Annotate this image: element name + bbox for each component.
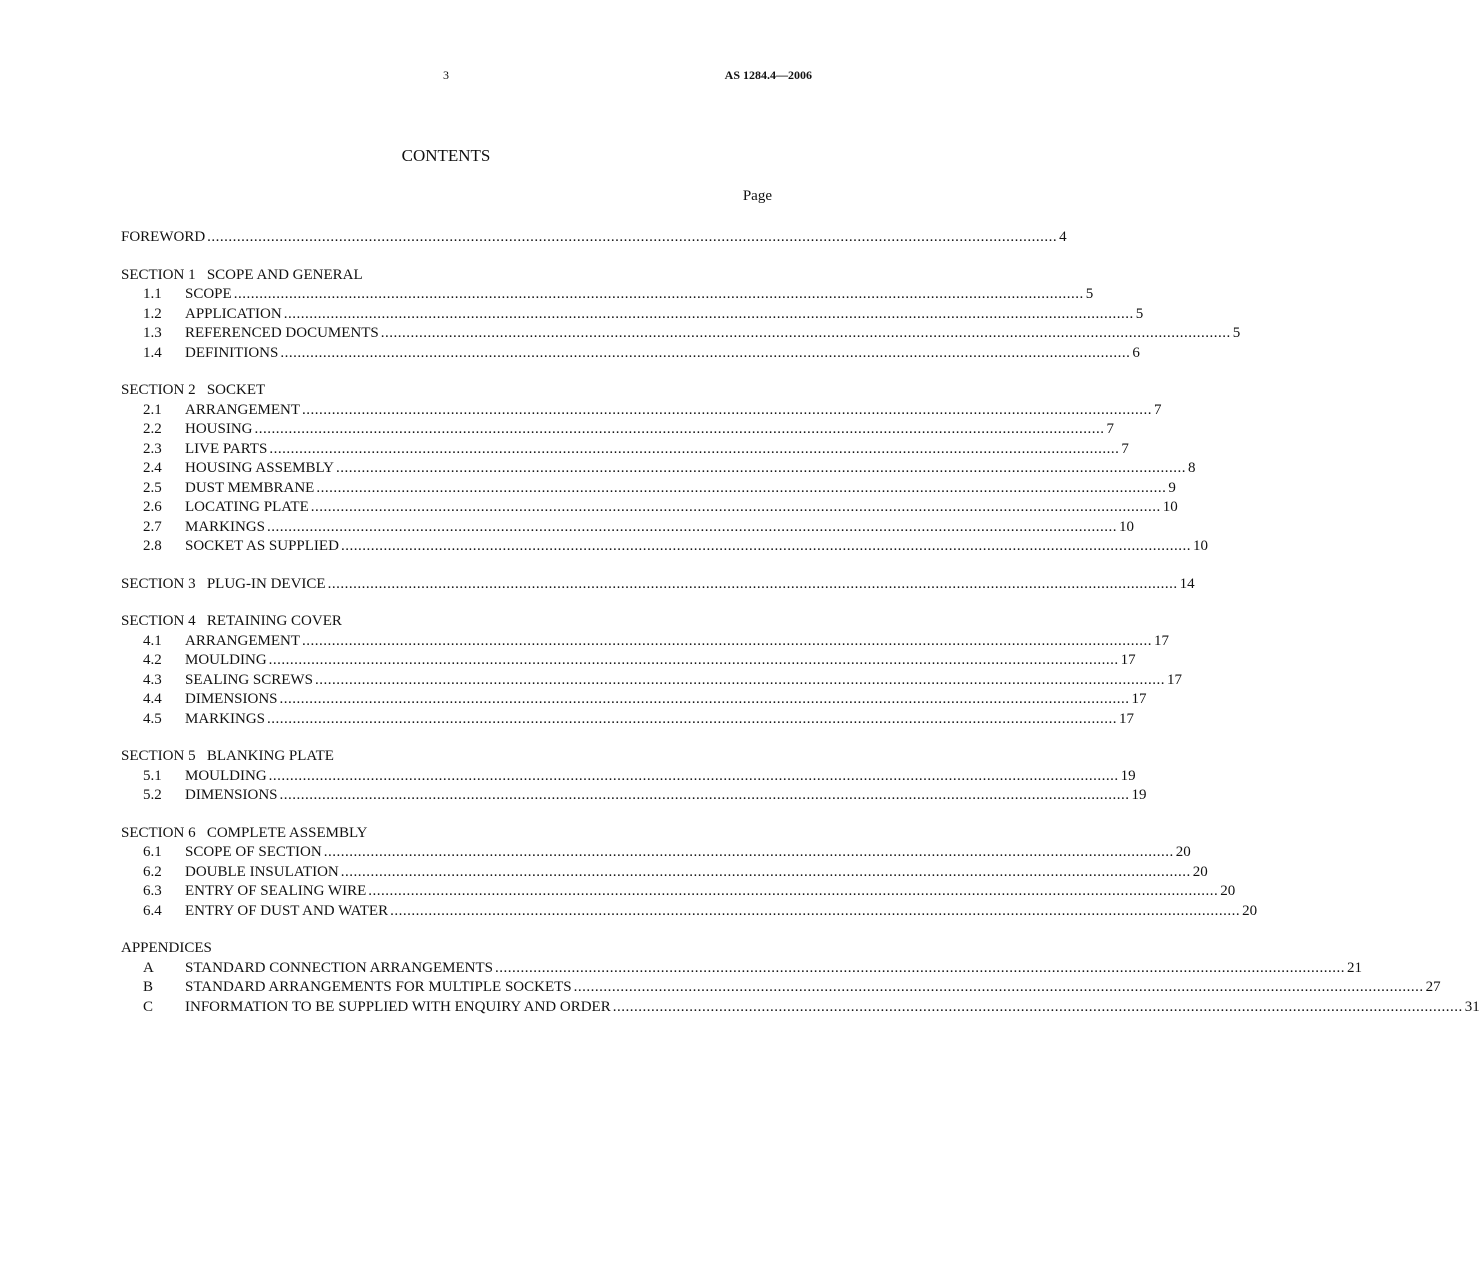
leader-dots: ........................................................................................................................................................................................................ [494, 959, 1345, 976]
leader-dots: ........................................................................................................................................................................................................ [283, 305, 1134, 322]
toc-entry-number: 1.4 [143, 344, 162, 361]
toc-entry[interactable] [121, 843, 1191, 863]
toc-entry[interactable] [121, 978, 1441, 998]
toc-entry-number: 6.2 [143, 863, 162, 880]
toc-entry-section-3[interactable] [121, 575, 1195, 595]
leader-dots: ........................................................................................................................................................................................................ [254, 421, 1105, 437]
toc-entry-number: 4.4 [143, 691, 162, 707]
toc-entry-number: 2.4 [143, 460, 162, 476]
toc-entry-label: SEALING SCREWS [185, 671, 313, 688]
table-of-contents [121, 228, 1480, 1035]
toc-section-1 [121, 266, 1241, 364]
toc-entry-label: SOCKET AS SUPPLIED [185, 538, 339, 554]
leader-dots: ........................................................................................................................................................................................................ [390, 902, 1241, 919]
toc-section-2 [121, 381, 1208, 557]
toc-entry-number: C [143, 998, 154, 1015]
leader-dots: ........................................................................................................................................................................................................ [268, 767, 1119, 784]
toc-entry-number: 6.1 [143, 844, 162, 860]
toc-entry-label: MARKINGS [185, 710, 266, 727]
toc-entry[interactable] [121, 401, 1162, 421]
toc-entry-page: 27 [1425, 979, 1441, 995]
leader-dots: ........................................................................................................................................................................................................ [335, 460, 1186, 476]
toc-entry-label: MOULDING [185, 652, 267, 668]
leader-dots: ........................................................................................................................................................................................................ [340, 538, 1191, 554]
toc-entry-page: 5 [1232, 325, 1241, 341]
toc-entry-page: 9 [1168, 479, 1176, 496]
toc-entry[interactable] [121, 882, 1236, 902]
toc-entry-page: 19 [1120, 767, 1136, 784]
toc-entry[interactable] [121, 902, 1258, 922]
leader-dots: ........................................................................................................................................................................................................ [267, 710, 1118, 727]
leader-dots: ........................................................................................................................................................................................................ [323, 844, 1174, 860]
toc-entry-label: SECTION 3 PLUG-IN DEVICE [121, 575, 326, 592]
toc-entry-page: 21 [1346, 959, 1362, 976]
toc-entry-label: DIMENSIONS [185, 787, 278, 803]
leader-dots: ........................................................................................................................................................................................................ [340, 863, 1191, 880]
toc-entry-number: 1.1 [143, 286, 162, 302]
toc-entry[interactable] [121, 324, 1241, 344]
toc-entry-number: 2.7 [143, 518, 162, 535]
toc-entry-label: SCOPE [185, 286, 232, 302]
toc-entry[interactable] [121, 498, 1178, 518]
toc-entry-label: DOUBLE INSULATION [185, 863, 339, 880]
toc-entry[interactable] [121, 285, 1094, 305]
toc-entry-page: 4 [1059, 229, 1067, 245]
toc-entry-page: 20 [1242, 902, 1258, 919]
toc-entry-number: 1.3 [143, 325, 162, 341]
toc-entry-number: 2.3 [143, 440, 162, 457]
toc-entry-page: 31 [1464, 998, 1480, 1015]
toc-section-heading: SECTION 6 COMPLETE ASSEMBLY [121, 824, 368, 841]
toc-entry-label: DIMENSIONS [185, 691, 278, 707]
toc-entry-label: MARKINGS [185, 518, 266, 535]
leader-dots: ........................................................................................................................................................................................................ [314, 671, 1165, 688]
toc-entry[interactable] [121, 863, 1208, 883]
toc-entry-page: 17 [1154, 632, 1169, 649]
toc-entry[interactable] [121, 959, 1362, 979]
leader-dots: ........................................................................................................................................................................................................ [380, 325, 1231, 341]
toc-entry-label: APPLICATION [185, 305, 282, 322]
toc-entry-number: 6.4 [143, 902, 162, 919]
toc-entry-number: 2.6 [143, 499, 162, 515]
toc-entry[interactable] [121, 651, 1136, 671]
page-number: 3 [443, 68, 449, 82]
leader-dots: ........................................................................................................................................................................................................ [267, 518, 1118, 535]
toc-entry-label: MOULDING [185, 767, 267, 784]
toc-entry-page: 19 [1131, 787, 1147, 803]
toc-section-6 [121, 824, 1258, 922]
toc-entry-page: 10 [1119, 518, 1135, 535]
toc-entry-page: 20 [1175, 844, 1191, 860]
leader-dots: ........................................................................................................................................................................................................ [269, 440, 1120, 457]
page-column-label: Page [742, 188, 772, 204]
leader-dots: ........................................................................................................................................................................................................ [268, 652, 1119, 668]
leader-dots: ........................................................................................................................................................................................................ [279, 787, 1130, 803]
leader-dots: ........................................................................................................................................................................................................ [368, 883, 1219, 899]
toc-entry-number: 4.1 [143, 632, 162, 649]
toc-entry-number: 2.5 [143, 479, 162, 496]
toc-section-heading: SECTION 4 RETAINING COVER [121, 613, 342, 629]
toc-entry[interactable] [121, 710, 1135, 730]
toc-entry-label: HOUSING ASSEMBLY [185, 460, 334, 476]
toc-entry-number: 5.1 [143, 767, 162, 784]
toc-entry-label: DEFINITIONS [185, 344, 279, 361]
leader-dots: ........................................................................................................................................................................................................ [310, 499, 1161, 515]
toc-entry[interactable] [121, 420, 1114, 440]
leader-dots: ........................................................................................................................................................................................................ [207, 229, 1058, 245]
toc-entry-label: LOCATING PLATE [185, 499, 309, 515]
toc-entry-page: 20 [1192, 863, 1208, 880]
leader-dots: ........................................................................................................................................................................................................ [279, 691, 1130, 707]
toc-section-heading: APPENDICES [121, 940, 212, 956]
toc-entry-page: 7 [1121, 440, 1129, 457]
toc-section-heading: SECTION 5 BLANKING PLATE [121, 748, 334, 764]
toc-entry-number: 2.2 [143, 421, 162, 437]
toc-entry[interactable] [121, 767, 1136, 787]
leader-dots: ........................................................................................................................................................................................................ [327, 575, 1178, 592]
toc-entry-page: 17 [1119, 710, 1135, 727]
toc-entry-page: 5 [1135, 305, 1144, 322]
toc-entry[interactable] [121, 671, 1182, 691]
standard-code: AS 1284.4—2006 [724, 68, 812, 82]
toc-entry-number: 2.8 [143, 538, 162, 554]
toc-entry[interactable] [121, 998, 1480, 1018]
toc-entry-foreword[interactable] [121, 228, 1067, 248]
toc-entry-number: 4.5 [143, 710, 162, 727]
toc-entry-page: 7 [1154, 401, 1162, 418]
toc-section-3 [121, 575, 1195, 595]
toc-entry-page: 10 [1192, 538, 1208, 554]
toc-entry[interactable] [121, 479, 1176, 499]
toc-entry-page: 14 [1179, 575, 1195, 592]
toc-entry-page: 17 [1166, 671, 1182, 688]
toc-entry-label: HOUSING [185, 421, 253, 437]
leader-dots: ........................................................................................................................................................................................................ [302, 632, 1152, 649]
toc-entry-label: INFORMATION TO BE SUPPLIED WITH ENQUIRY AND ORDER [185, 998, 611, 1015]
leader-dots: ........................................................................................................................................................................................................ [302, 401, 1152, 418]
leader-dots: ........................................................................................................................................................................................................ [233, 286, 1084, 302]
toc-entry-label: FOREWORD [121, 229, 206, 245]
toc-entry-number: 1.2 [143, 305, 162, 322]
toc-entry-number: B [143, 979, 154, 995]
toc-entry-page: 5 [1085, 286, 1094, 302]
toc-entry-number: 6.3 [143, 883, 162, 899]
toc-entry-label: LIVE PARTS [185, 440, 268, 457]
toc-entry-page: 17 [1131, 691, 1147, 707]
toc-entry-label: DUST MEMBRANE [185, 479, 315, 496]
toc-section-heading: SECTION 2 SOCKET [121, 382, 266, 398]
toc-entry-label: SCOPE OF SECTION [185, 844, 322, 860]
toc-entry-number: 4.3 [143, 671, 162, 688]
toc-entry[interactable] [121, 459, 1196, 479]
toc-appendices [121, 939, 1480, 1017]
toc-section-5 [121, 747, 1147, 806]
leader-dots: ........................................................................................................................................................................................................ [280, 344, 1131, 361]
toc-entry[interactable] [121, 344, 1140, 364]
toc-section-4 [121, 612, 1182, 729]
toc-entry-label: STANDARD CONNECTION ARRANGEMENTS [185, 959, 493, 976]
toc-entry-number: A [143, 959, 154, 976]
toc-entry-label: ARRANGEMENT [185, 401, 300, 418]
toc-foreword-group [121, 228, 1067, 248]
toc-entry-label: STANDARD ARRANGEMENTS FOR MULTIPLE SOCKETS [185, 979, 572, 995]
toc-entry-label: ENTRY OF DUST AND WATER [185, 902, 389, 919]
toc-entry-number: 2.1 [143, 401, 162, 418]
toc-entry[interactable] [121, 690, 1147, 710]
toc-entry-label: ARRANGEMENT [185, 632, 300, 649]
toc-entry[interactable] [121, 537, 1208, 557]
leader-dots: ........................................................................................................................................................................................................ [573, 979, 1424, 995]
contents-title: CONTENTS [401, 146, 491, 165]
leader-dots: ........................................................................................................................................................................................................ [612, 998, 1463, 1015]
toc-entry-page: 20 [1220, 883, 1236, 899]
leader-dots: ........................................................................................................................................................................................................ [316, 479, 1167, 496]
toc-entry-page: 7 [1106, 421, 1114, 437]
toc-entry-label: REFERENCED DOCUMENTS [185, 325, 379, 341]
toc-entry[interactable] [121, 518, 1135, 538]
toc-entry-page: 17 [1120, 652, 1136, 668]
toc-entry-page: 8 [1187, 460, 1196, 476]
toc-entry-page: 10 [1162, 499, 1178, 515]
toc-entry-number: 5.2 [143, 787, 162, 803]
toc-entry-label: ENTRY OF SEALING WIRE [185, 883, 367, 899]
toc-entry[interactable] [121, 305, 1144, 325]
toc-entry-page: 6 [1132, 344, 1140, 361]
toc-entry[interactable] [121, 786, 1147, 806]
toc-entry[interactable] [121, 440, 1129, 460]
toc-section-heading: SECTION 1 SCOPE AND GENERAL [121, 266, 363, 283]
toc-entry-number: 4.2 [143, 652, 162, 668]
toc-entry[interactable] [121, 632, 1169, 652]
